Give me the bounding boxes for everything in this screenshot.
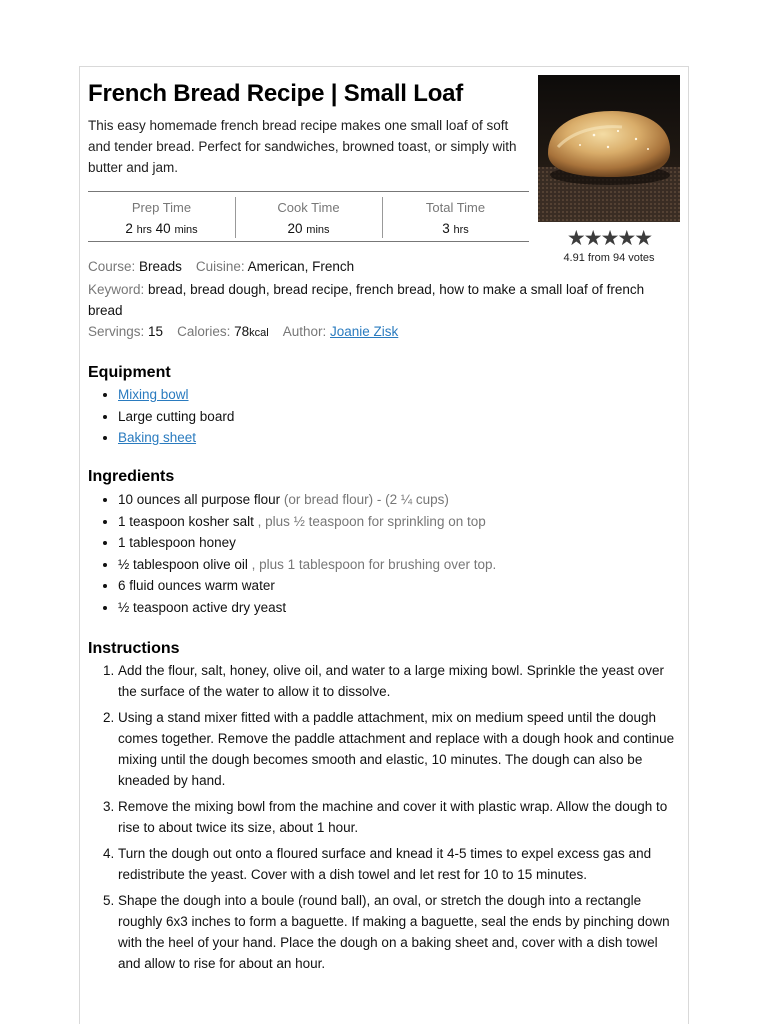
- list-item: [118, 384, 678, 406]
- mixing-bowl-link[interactable]: Mixing bowl: [118, 387, 189, 402]
- calories-value: 78kcal: [234, 324, 269, 339]
- recipe-title: French Bread Recipe | Small Loaf: [88, 80, 464, 107]
- instruction-step: 5. Shape the dough into a boule (round ball), an oval, or stretch the dough into a rectangle roughly 6x3 inches to form a baguette. If making a baguette, seal the ends by pinching down with the heel of your hand. Place the dough on a baking sheet and, cover with a dish towel and allow to rise for about an hour.: [118, 890, 680, 974]
- ingredients-list: [88, 489, 678, 618]
- instruction-step: 3. Remove the mixing bowl from the machine and cover it with plastic wrap. Allow the dough to rise to about twice its size, about 1 hour.: [118, 796, 680, 838]
- course-cuisine: Course: Breads Cuisine: American, French: [88, 259, 355, 274]
- author-link[interactable]: Joanie Zisk: [330, 324, 399, 339]
- list-item: • Large cutting board: [118, 406, 678, 428]
- instruction-step: 4. Turn the dough out onto a floured surface and knead it 4-5 times to expel excess gas and redistribute the yeast. Cover with a dish towel and let rest for 10 to 15 minutes.: [118, 843, 680, 885]
- ingredients-heading: Ingredients: [88, 468, 175, 485]
- recipe-summary: This easy homemade french bread recipe makes one small loaf of soft and tender bread. Perfect for sandwiches, browned toast, or simply with butter and jam.: [88, 118, 517, 175]
- instructions-list: [88, 660, 680, 979]
- list-item: • 1 tablespoon honey: [118, 532, 678, 554]
- instruction-step: 1. Add the flour, salt, honey, olive oil, and water to a large mixing bowl. Sprinkle the yeast over the surface of the water to allow it to dissolve.: [118, 660, 680, 702]
- prep-time-value: 2 hrs 40 mins: [125, 221, 198, 236]
- rating-votes: 4.91 from 94 votes: [563, 252, 655, 264]
- baking-sheet-link[interactable]: Baking sheet: [118, 430, 197, 445]
- list-item: • ½ tablespoon olive oil , plus 1 tablespoon for brushing over top.: [118, 554, 678, 576]
- list-item: • 1 teaspoon kosher salt , plus ½ teaspoon for sprinkling on top: [118, 511, 678, 533]
- cuisine-value: American, French: [247, 259, 355, 274]
- servings-calories-author: Servings: 15 Calories: 78kcal Author: Joanie Zisk: [88, 324, 399, 339]
- cook-time-label: Cook Time: [277, 200, 340, 215]
- course-value: Breads: [139, 259, 182, 274]
- instructions-heading: Instructions: [88, 640, 180, 657]
- bread-photo: [538, 75, 680, 222]
- total-time: [382, 192, 529, 241]
- equipment-heading: Equipment: [88, 364, 171, 381]
- list-item: • ½ teaspoon active dry yeast: [118, 597, 678, 619]
- list-item: • 6 fluid ounces warm water: [118, 575, 678, 597]
- keyword-value: bread, bread dough, bread recipe, french bread, how to make a small loaf of french bread: [88, 282, 645, 318]
- equipment-list: [88, 384, 678, 449]
- rating-stars[interactable]: ★★★★★: [566, 227, 652, 250]
- servings-value: 15: [148, 324, 164, 339]
- recipe-times: [88, 191, 529, 242]
- total-time-label: Total Time: [425, 200, 486, 215]
- cook-time: [235, 192, 382, 241]
- prep-time: [88, 192, 235, 241]
- list-item: • 10 ounces all purpose flour (or bread flour) - (2 ¼ cups): [118, 489, 678, 511]
- keywords: Keyword: bread, bread dough, bread recipe, french bread, how to make a small loaf of french bread: [88, 282, 645, 318]
- total-time-value: 3 hrs: [442, 221, 469, 236]
- prep-time-label: Prep Time: [131, 200, 192, 215]
- cook-time-value: 20 mins: [287, 221, 330, 236]
- list-item: [118, 427, 678, 449]
- instruction-step: 2. Using a stand mixer fitted with a paddle attachment, mix on medium speed until the dough comes together. Remove the paddle attachment and replace with a dough hook and continue mixing until the dough becomes smooth and elastic, 10 minutes. The dough can also be kneaded by hand.: [118, 707, 680, 791]
